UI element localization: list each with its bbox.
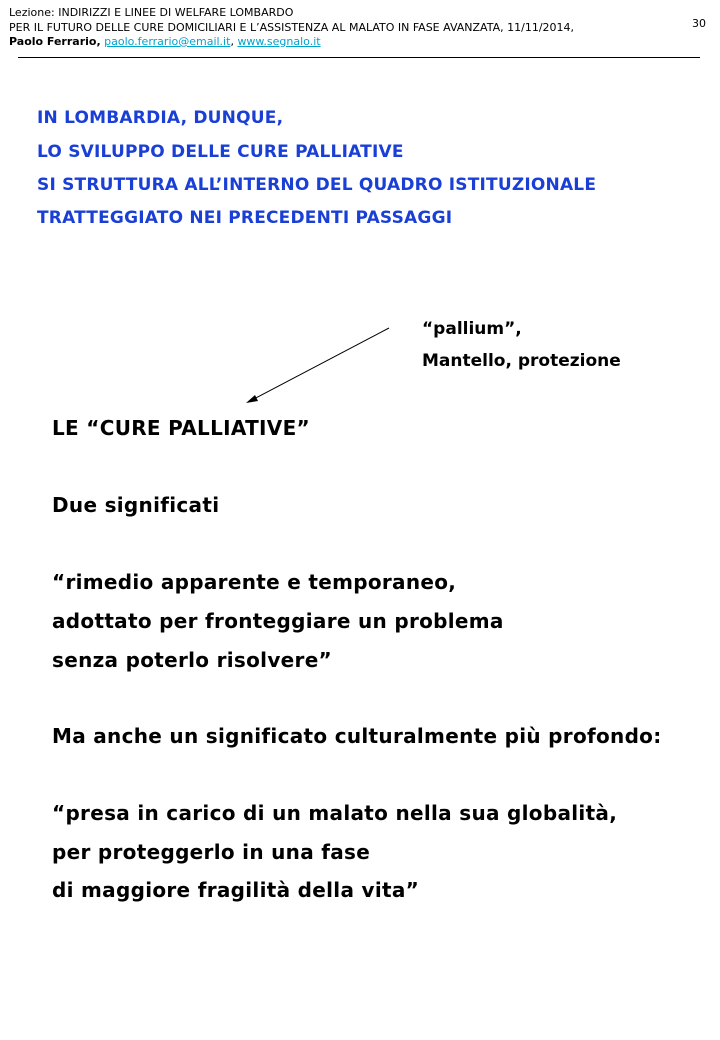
note-meaning: Mantello, protezione [422,351,621,371]
website-link[interactable]: www.segnalo.it [237,35,321,48]
intro-line-4: TRATTEGGIATO NEI PRECEDENTI PASSAGGI [37,208,453,228]
author-name: Paolo Ferrario, [9,35,101,48]
page-number: 30 [692,17,706,30]
email-link[interactable]: paolo.ferrario@email.it [104,35,231,48]
quote1-line-1: “rimedio apparente e temporaneo, [52,570,457,594]
lesson-prefix: Lezione: [9,6,59,19]
quote2-line-2: per proteggerlo in una fase [52,840,371,864]
intro-line-3: SI STRUTTURA ALL’INTERNO DEL QUADRO ISTITUZIONALE [37,175,597,195]
intro-line-1: IN LOMBARDIA, DUNQUE, [37,108,284,128]
quote1-line-3: senza poterlo risolvere” [52,648,333,672]
header-subtitle-line: PER IL FUTURO DELLE CURE DOMICILIARI E L’ASSISTENZA AL MALATO IN FASE AVANZATA, 11/11/2014, [9,21,575,34]
quote2-line-1: “presa in carico di un malato nella sua globalità, [52,801,618,825]
quote1-line-2: adottato per fronteggiare un problema [52,609,504,633]
link-separator: , [230,35,234,48]
section-title: LE “CURE PALLIATIVE” [52,416,310,440]
quote2-line-3: di maggiore fragilità della vita” [52,878,420,902]
note-latin-term: “pallium”, [422,319,522,339]
transition-line: Ma anche un significato culturalmente più profondo: [52,724,662,748]
intro-line-2: LO SVILUPPO DELLE CURE PALLIATIVE [37,142,404,162]
section-subtitle: Due significati [52,493,220,517]
lesson-title: INDIRIZZI E LINEE DI WELFARE LOMBARDO [58,6,294,19]
